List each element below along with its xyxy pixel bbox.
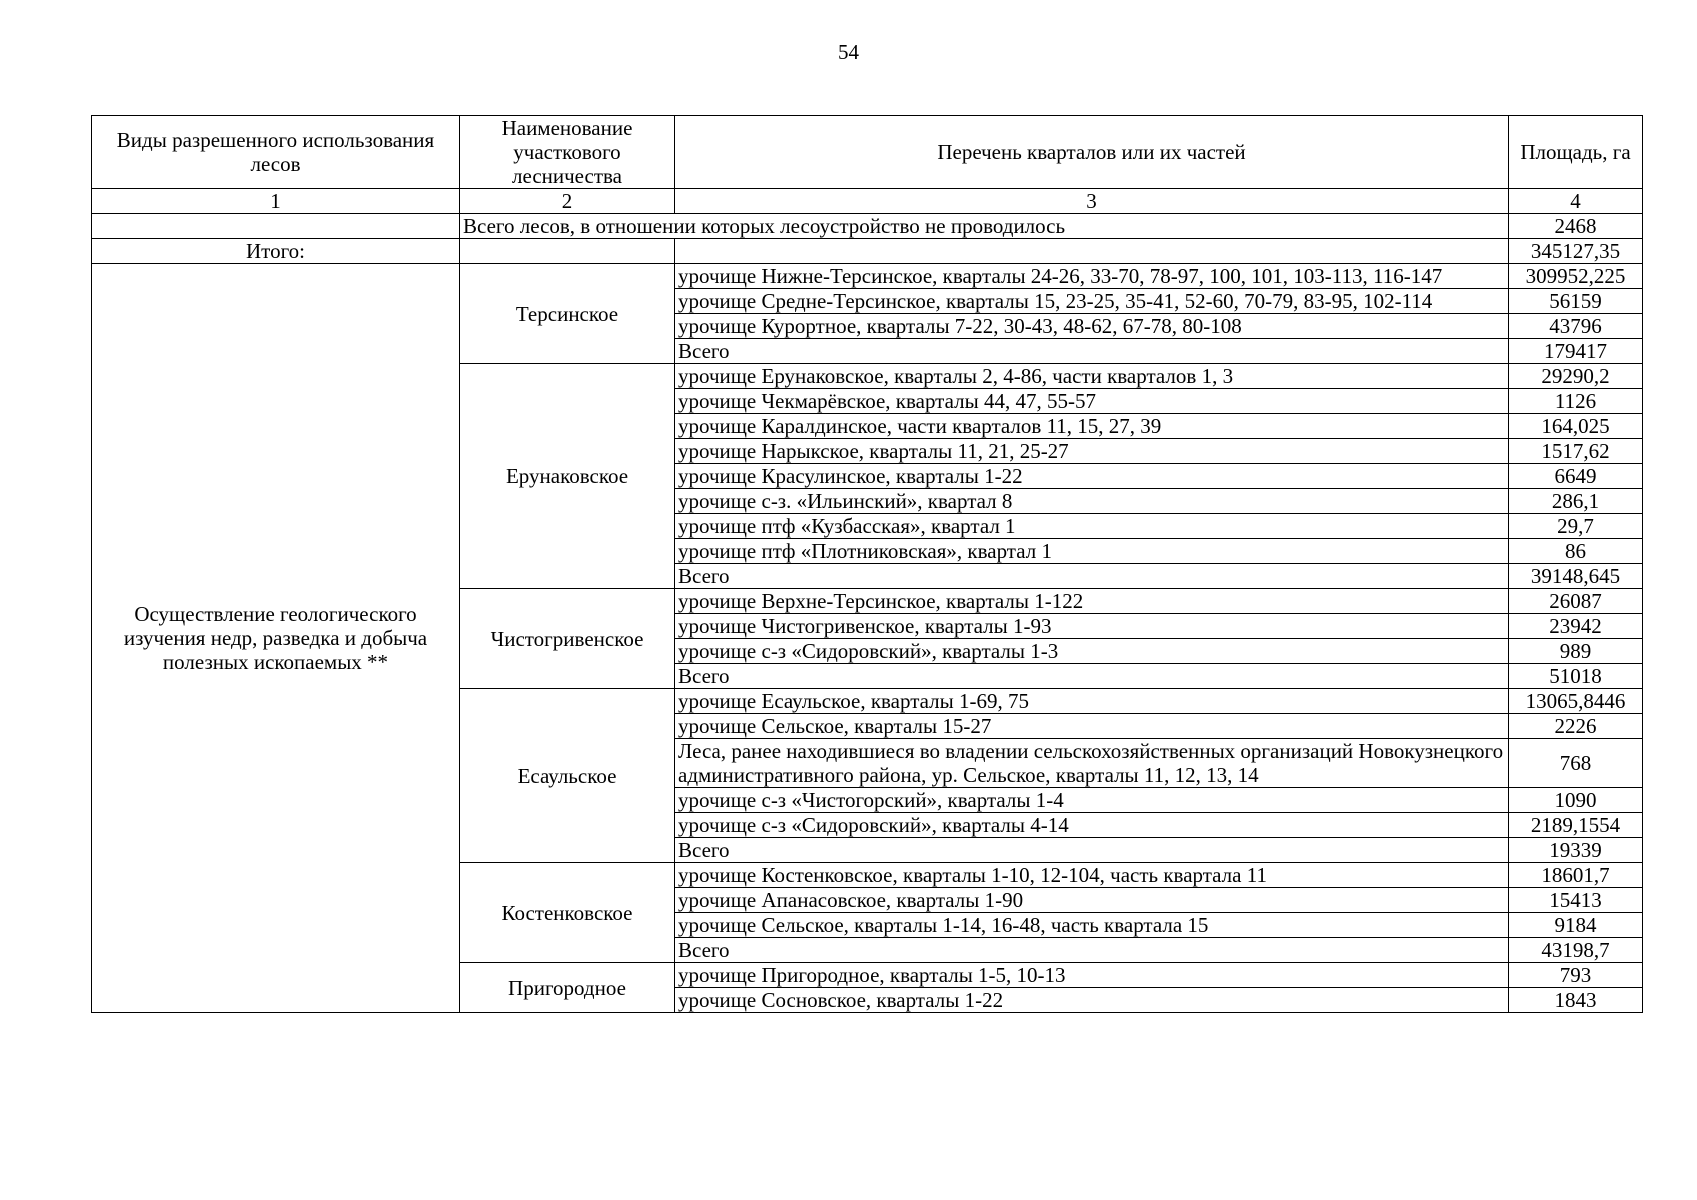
subtotal-label: Всего: [675, 838, 1509, 863]
column-number-row: [92, 189, 1643, 214]
quarters-cell: урочище Каралдинское, части кварталов 11, 15, 27, 39: [675, 414, 1509, 439]
area-cell: 768: [1509, 739, 1643, 788]
itogo-label: Итого:: [92, 239, 460, 264]
forest-usage-table: [91, 115, 1643, 1013]
area-cell: 86: [1509, 539, 1643, 564]
quarters-cell: урочище Нарыкское, кварталы 11, 21, 25-27: [675, 439, 1509, 464]
quarters-cell: урочище Средне-Терсинское, кварталы 15, 23-25, 35-41, 52-60, 70-79, 83-95, 102-114: [675, 289, 1509, 314]
forestry-name-cell: Терсинское: [460, 264, 675, 364]
area-cell: 23942: [1509, 614, 1643, 639]
no-management-total-row: [92, 214, 1643, 239]
subtotal-area: 43198,7: [1509, 938, 1643, 963]
header-usage-type: Виды разрешенного использования лесов: [92, 116, 460, 189]
area-cell: 9184: [1509, 913, 1643, 938]
forestry-name-cell: Есаульское: [460, 689, 675, 863]
quarters-cell: урочище птф «Плотниковская», квартал 1: [675, 539, 1509, 564]
area-cell: 793: [1509, 963, 1643, 988]
column-number-3: 3: [675, 189, 1509, 214]
subtotal-label: Всего: [675, 339, 1509, 364]
quarters-cell: урочище Чистогривенское, кварталы 1-93: [675, 614, 1509, 639]
no-management-value: 2468: [1509, 214, 1643, 239]
area-cell: 29,7: [1509, 514, 1643, 539]
area-cell: 29290,2: [1509, 364, 1643, 389]
quarters-cell: урочище Костенковское, кварталы 1-10, 12-104, часть квартала 11: [675, 863, 1509, 888]
header-quarters-list: Перечень кварталов или их частей: [675, 116, 1509, 189]
area-cell: 1090: [1509, 788, 1643, 813]
column-number-2: 2: [460, 189, 675, 214]
area-cell: 2226: [1509, 714, 1643, 739]
header-forestry-name: Наименование участкового лесничества: [460, 116, 675, 189]
quarters-cell: урочище Нижне-Терсинское, кварталы 24-26, 33-70, 78-97, 100, 101, 103-113, 116-147: [675, 264, 1509, 289]
area-cell: 26087: [1509, 589, 1643, 614]
subtotal-area: 19339: [1509, 838, 1643, 863]
area-cell: 1126: [1509, 389, 1643, 414]
area-cell: 6649: [1509, 464, 1643, 489]
header-area: Площадь, га: [1509, 116, 1643, 189]
quarters-cell: урочище птф «Кузбасская», квартал 1: [675, 514, 1509, 539]
quarters-cell: урочище Курортное, кварталы 7-22, 30-43, 48-62, 67-78, 80-108: [675, 314, 1509, 339]
quarters-cell: урочище Апанасовское, кварталы 1-90: [675, 888, 1509, 913]
area-cell: 2189,1554: [1509, 813, 1643, 838]
quarters-cell: урочище Чекмарёвское, кварталы 44, 47, 55-57: [675, 389, 1509, 414]
no-management-label: Всего лесов, в отношении которых лесоустройство не проводилось: [460, 214, 1509, 239]
quarters-cell: урочище Сельское, кварталы 1-14, 16-48, часть квартала 15: [675, 913, 1509, 938]
quarters-cell: урочище Ерунаковское, кварталы 2, 4-86, части кварталов 1, 3: [675, 364, 1509, 389]
quarters-cell: Леса, ранее находившиеся во владении сельскохозяйственных организаций Новокузнецкого административного района, ур. Сельское, кварталы 11, 12, 13, 14: [675, 739, 1509, 788]
quarters-cell: урочище Верхне-Терсинское, кварталы 1-122: [675, 589, 1509, 614]
area-cell: 13065,8446: [1509, 689, 1643, 714]
area-cell: 43796: [1509, 314, 1643, 339]
quarters-cell: урочище Есаульское, кварталы 1-69, 75: [675, 689, 1509, 714]
quarters-cell: урочище с-з «Сидоровский», кварталы 4-14: [675, 813, 1509, 838]
quarters-cell: урочище Красулинское, кварталы 1-22: [675, 464, 1509, 489]
empty-cell: [675, 239, 1509, 264]
column-number-1: 1: [92, 189, 460, 214]
quarters-cell: урочище с-з. «Ильинский», квартал 8: [675, 489, 1509, 514]
table-row: [92, 264, 1643, 289]
itogo-value: 345127,35: [1509, 239, 1643, 264]
subtotal-area: 179417: [1509, 339, 1643, 364]
table-body: [92, 116, 1643, 1013]
area-cell: 164,025: [1509, 414, 1643, 439]
forestry-name-cell: Пригородное: [460, 963, 675, 1013]
subtotal-label: Всего: [675, 564, 1509, 589]
subtotal-area: 51018: [1509, 664, 1643, 689]
forestry-name-cell: Чистогривенское: [460, 589, 675, 689]
column-number-4: 4: [1509, 189, 1643, 214]
area-cell: 15413: [1509, 888, 1643, 913]
area-cell: 56159: [1509, 289, 1643, 314]
usage-type-cell: Осуществление геологического изучения недр, разведка и добыча полезных ископаемых **: [92, 264, 460, 1013]
quarters-cell: урочище с-з «Сидоровский», кварталы 1-3: [675, 639, 1509, 664]
empty-cell: [460, 239, 675, 264]
area-cell: 1843: [1509, 988, 1643, 1013]
itogo-row: [92, 239, 1643, 264]
quarters-cell: урочище Сельское, кварталы 15-27: [675, 714, 1509, 739]
quarters-cell: урочище Сосновское, кварталы 1-22: [675, 988, 1509, 1013]
subtotal-label: Всего: [675, 938, 1509, 963]
quarters-cell: урочище Пригородное, кварталы 1-5, 10-13: [675, 963, 1509, 988]
forestry-name-cell: Ерунаковское: [460, 364, 675, 589]
area-cell: 286,1: [1509, 489, 1643, 514]
area-cell: 1517,62: [1509, 439, 1643, 464]
forestry-name-cell: Костенковское: [460, 863, 675, 963]
area-cell: 309952,225: [1509, 264, 1643, 289]
area-cell: 989: [1509, 639, 1643, 664]
subtotal-area: 39148,645: [1509, 564, 1643, 589]
page-number: 54: [838, 40, 859, 64]
subtotal-label: Всего: [675, 664, 1509, 689]
area-cell: 18601,7: [1509, 863, 1643, 888]
empty-cell: [92, 214, 460, 239]
quarters-cell: урочище с-з «Чистогорский», кварталы 1-4: [675, 788, 1509, 813]
header-row: [92, 116, 1643, 189]
